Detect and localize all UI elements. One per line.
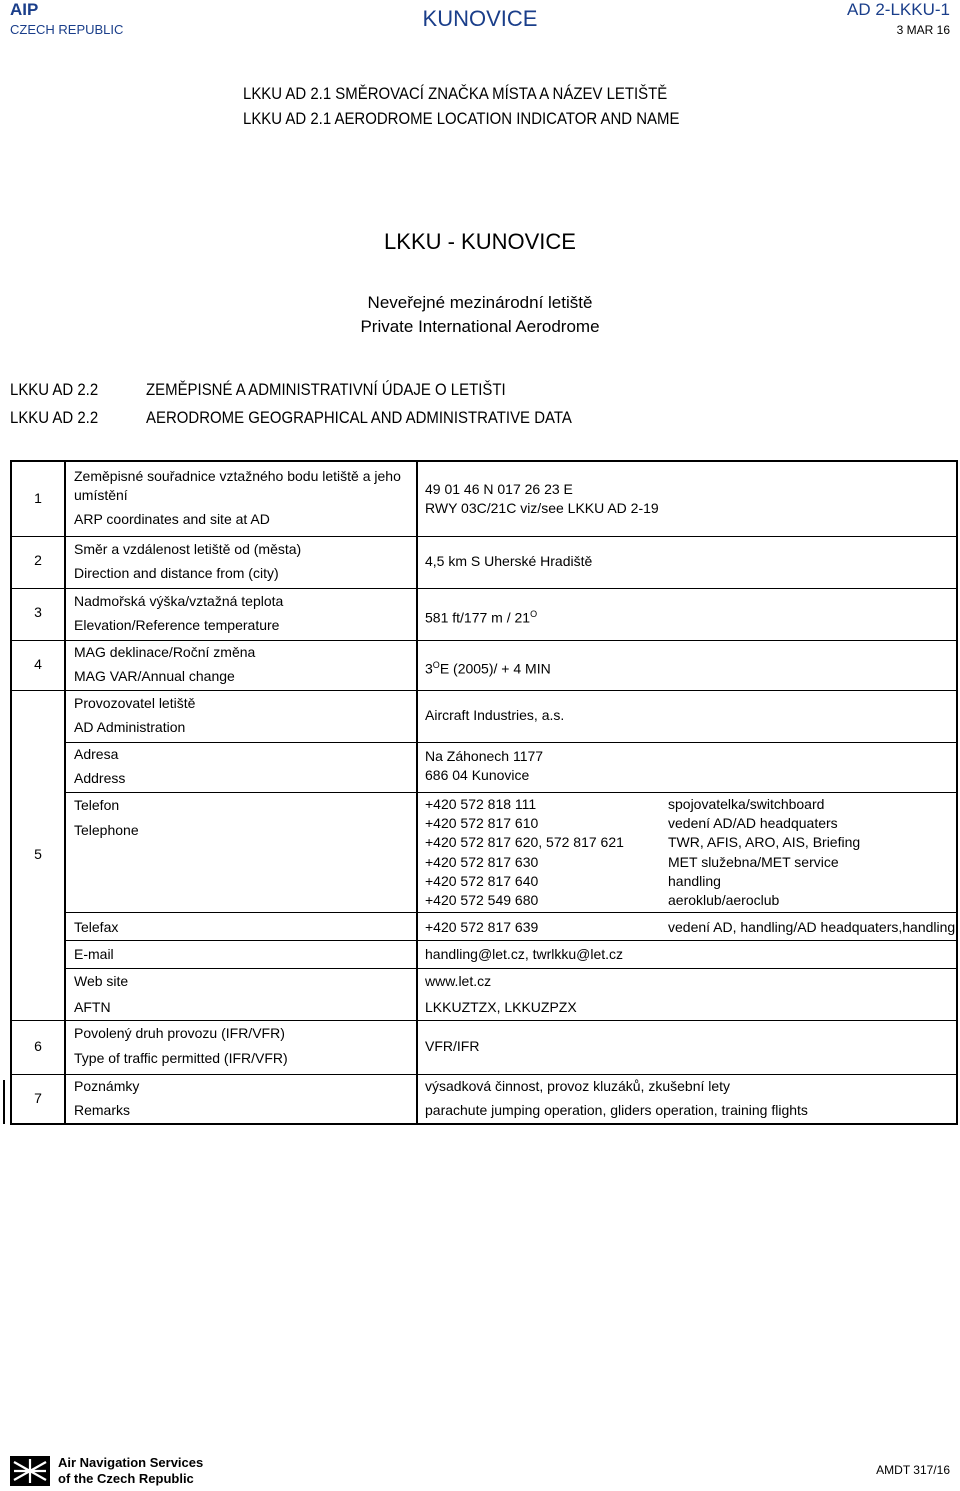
address-line-1: Na Záhonech 1177	[425, 748, 544, 764]
website-value: www.let.cz	[425, 973, 492, 989]
phone-description: TWR, AFIS, ARO, AIS, Briefing	[668, 834, 861, 850]
elevation-label-en: Elevation/Reference temperature	[74, 617, 280, 633]
elevation-value	[425, 602, 537, 630]
telephone-label-en: Telephone	[74, 822, 139, 838]
ans-logo-icon	[10, 1456, 50, 1486]
magvar-value-post: E (2005)/ + 4 MIN	[439, 660, 551, 677]
section-2-2-title-cz: ZEMĚPISNÉ A ADMINISTRATIVNÍ ÚDAJE O LETIŠTI	[146, 380, 506, 399]
traffic-label-en: Type of traffic permitted (IFR/VFR)	[74, 1050, 288, 1066]
section-2-2-title-en: AERODROME GEOGRAPHICAL AND ADMINISTRATIVE DATA	[146, 408, 572, 427]
remarks-label-en: Remarks	[74, 1102, 131, 1118]
page-code: AD 2-LKKU-1	[847, 0, 950, 19]
row-separator	[66, 940, 956, 941]
email-label: E-mail	[74, 946, 114, 962]
row-number: 4	[34, 656, 42, 672]
elevation-label-cz: Nadmořská výška/vztažná teplota	[74, 593, 284, 609]
magvar-value	[425, 653, 551, 681]
degree-sup: O	[432, 660, 440, 670]
section-2-1-title-cz: LKKU AD 2.1 SMĚROVACÍ ZNAČKA MÍSTA A NÁZEV LETIŠTĚ	[243, 84, 668, 103]
arp-value: 49 01 46 N 017 26 23 E	[425, 481, 573, 497]
elevation-value-text: 581 ft/177 m / 21	[425, 609, 531, 626]
magvar-value-pre: 3	[425, 660, 433, 677]
aip-label: AIP	[10, 0, 39, 19]
distance-label-cz: Směr a vzdálenost letiště od (města)	[74, 541, 302, 557]
page-title: KUNOVICE	[422, 6, 538, 31]
amendment-number: AMDT 317/16	[876, 1463, 950, 1477]
traffic-value: VFR/IFR	[425, 1038, 480, 1054]
row-number: 1	[34, 490, 42, 506]
row-separator	[66, 912, 956, 913]
phone-number: +420 572 817 640	[425, 873, 539, 889]
arp-label-cz: Zeměpisné souřadnice vztažného bodu letiště a jeho	[74, 468, 401, 484]
telephone-label-cz: Telefon	[74, 797, 120, 813]
phone-description: vedení AD/AD headquaters	[668, 815, 838, 831]
operator-label-cz: Provozovatel letiště	[74, 695, 196, 711]
remarks-value-en: parachute jumping operation, gliders operation, training flights	[425, 1102, 808, 1118]
telefax-label: Telefax	[74, 919, 119, 935]
operator-value: Aircraft Industries, a.s.	[425, 707, 565, 723]
section-2-2-code-en: LKKU AD 2.2	[10, 408, 99, 427]
change-bar	[3, 1080, 5, 1124]
aftn-label: AFTN	[74, 999, 111, 1015]
aerodrome-data-table	[10, 460, 958, 1125]
aerodrome-name: LKKU - KUNOVICE	[384, 229, 576, 254]
arp-rwy-value: RWY 03C/21C viz/see LKKU AD 2-19	[425, 500, 659, 516]
distance-value: 4,5 km S Uherské Hradiště	[425, 553, 593, 569]
phone-number: +420 572 817 620, 572 817 621	[425, 834, 624, 850]
row-number: 6	[34, 1038, 42, 1054]
email-value: handling@let.cz, twrlkku@let.cz	[425, 946, 624, 962]
phone-number: +420 572 817 630	[425, 854, 539, 870]
distance-label-en: Direction and distance from (city)	[74, 565, 279, 581]
traffic-label-cz: Povolený druh provozu (IFR/VFR)	[74, 1025, 285, 1041]
aerodrome-type-cz: Neveřejné mezinárodní letiště	[367, 293, 593, 312]
organization-line-1: Air Navigation Services	[58, 1455, 204, 1470]
row-separator	[66, 792, 956, 793]
country-label: CZECH REPUBLIC	[10, 22, 124, 37]
telefax-description: vedení AD, handling/AD headquaters,handling	[668, 919, 956, 935]
row-separator	[66, 742, 956, 743]
address-label-en: Address	[74, 770, 126, 786]
phone-description: aeroklub/aeroclub	[668, 892, 780, 908]
page-date: 3 MAR 16	[896, 23, 950, 37]
phone-number: +420 572 817 610	[425, 815, 539, 831]
organization-name	[58, 1455, 203, 1487]
section-2-2-code-cz: LKKU AD 2.2	[10, 380, 99, 399]
row-number: 2	[34, 552, 42, 568]
website-label: Web site	[74, 973, 129, 989]
telefax-value: +420 572 817 639	[425, 919, 539, 935]
phone-description: spojovatelka/switchboard	[668, 796, 825, 812]
operator-label-en: AD Administration	[74, 719, 186, 735]
address-label-cz: Adresa	[74, 746, 119, 762]
row-separator	[66, 968, 956, 969]
address-line-2: 686 04 Kunovice	[425, 767, 530, 783]
magvar-label-en: MAG VAR/Annual change	[74, 668, 235, 684]
row-number: 5	[34, 846, 42, 862]
phone-number: +420 572 549 680	[425, 892, 539, 908]
arp-label-en: ARP coordinates and site at AD	[74, 511, 270, 527]
arp-label-cz-2: umístění	[74, 487, 128, 503]
section-2-1-title-en: LKKU AD 2.1 AERODROME LOCATION INDICATOR AND NAME	[243, 109, 680, 128]
organization-line-2: of the Czech Republic	[58, 1471, 194, 1486]
aftn-value: LKKUZTZX, LKKUZPZX	[425, 999, 577, 1015]
degree-sup: O	[530, 609, 538, 619]
row-number: 3	[34, 604, 42, 620]
phone-description: MET služebna/MET service	[668, 854, 839, 870]
remarks-value-cz: výsadková činnost, provoz kluzáků, zkušební lety	[425, 1078, 731, 1094]
magvar-label-cz: MAG deklinace/Roční změna	[74, 644, 256, 660]
aerodrome-type-en: Private International Aerodrome	[360, 317, 600, 336]
remarks-label-cz: Poznámky	[74, 1078, 140, 1094]
phone-description: handling	[668, 873, 721, 889]
row-number: 7	[34, 1090, 42, 1106]
phone-number: +420 572 818 111	[425, 796, 537, 812]
